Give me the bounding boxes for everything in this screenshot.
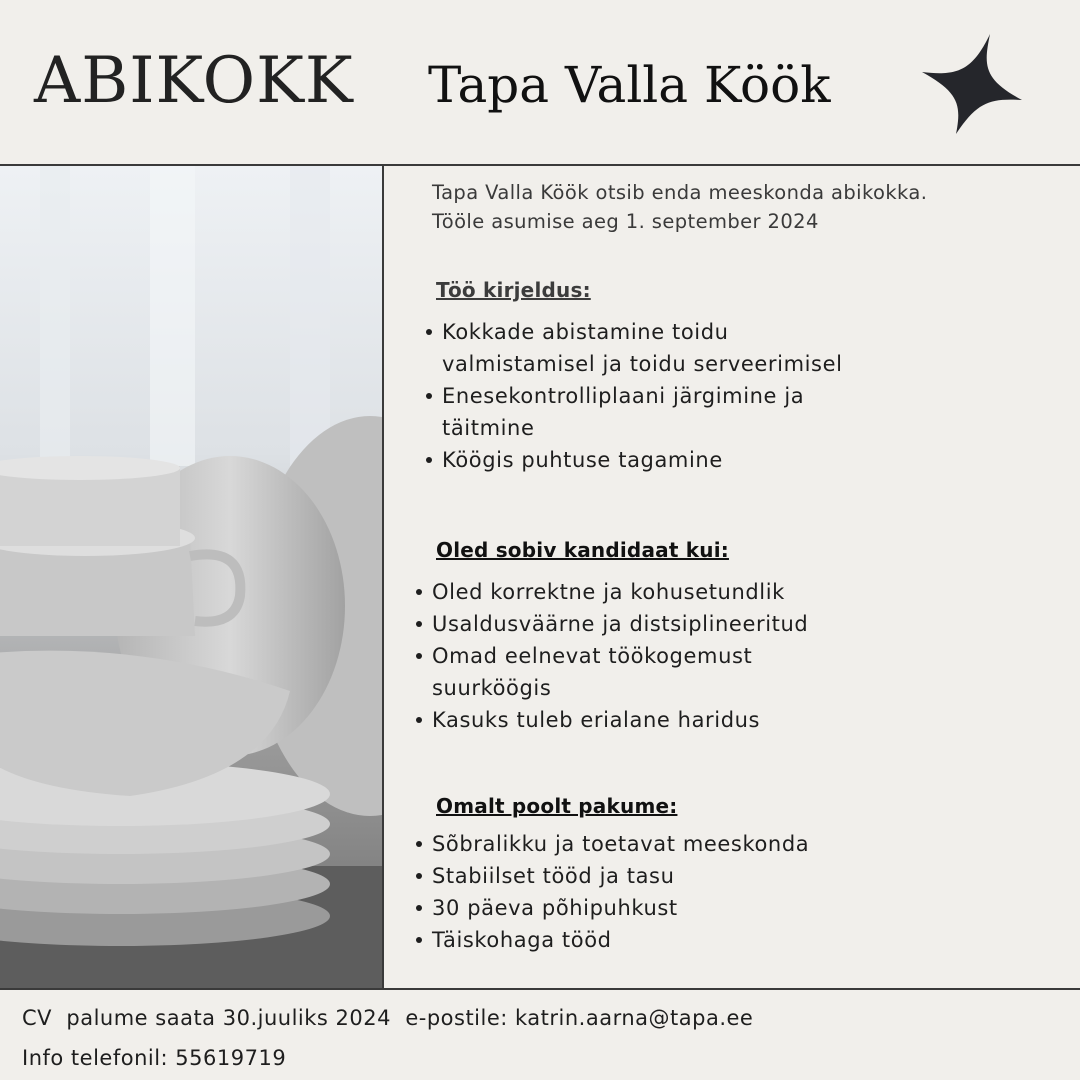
phone-line: Info telefonil: 55619719: [22, 1046, 287, 1070]
dishes-photo: [0, 166, 382, 988]
offer-list: [416, 828, 936, 956]
job-description-list: [426, 316, 846, 476]
four-point-star-icon: [922, 34, 1022, 134]
section-heading-offer: Omalt poolt pakume:: [436, 794, 678, 818]
list-item: 30 päeva põhipuhkust: [416, 892, 936, 924]
section-heading-candidate: Oled sobiv kandidaat kui:: [436, 538, 729, 562]
section-heading-job-description: Töö kirjeldus:: [436, 278, 591, 302]
intro-line-1: Tapa Valla Köök otsib enda meeskonda abikokka.: [432, 181, 928, 204]
cv-contact-line: CV palume saata 30.juuliks 2024 e-postile: katrin.aarna@tapa.ee: [22, 1006, 754, 1030]
page-title: ABIKOKK: [34, 44, 354, 118]
candidate-requirements-list: [416, 576, 876, 736]
intro-line-2: Tööle asumise aeg 1. september 2024: [432, 210, 819, 233]
job-details: [432, 178, 1052, 952]
list-item: Omad eelnevat töökogemust suurköögis: [416, 640, 876, 704]
list-item: Usaldusväärne ja distsiplineeritud: [416, 608, 876, 640]
list-item: Täiskohaga tööd: [416, 924, 936, 956]
list-item: Stabiilset tööd ja tasu: [416, 860, 936, 892]
list-item: Köögis puhtuse tagamine: [426, 444, 846, 476]
bottom-divider: [0, 988, 1080, 990]
list-item: Enesekontrolliplaani järgimine ja täitmine: [426, 380, 846, 444]
list-item: Sõbralikku ja toetavat meeskonda: [416, 828, 936, 860]
list-item: Oled korrektne ja kohusetundlik: [416, 576, 876, 608]
list-item: Kokkade abistamine toidu valmistamisel ja toidu serveerimisel: [426, 316, 846, 380]
company-name: Tapa Valla Köök: [428, 56, 831, 114]
list-item: Kasuks tuleb erialane haridus: [416, 704, 876, 736]
vertical-divider: [382, 166, 384, 988]
